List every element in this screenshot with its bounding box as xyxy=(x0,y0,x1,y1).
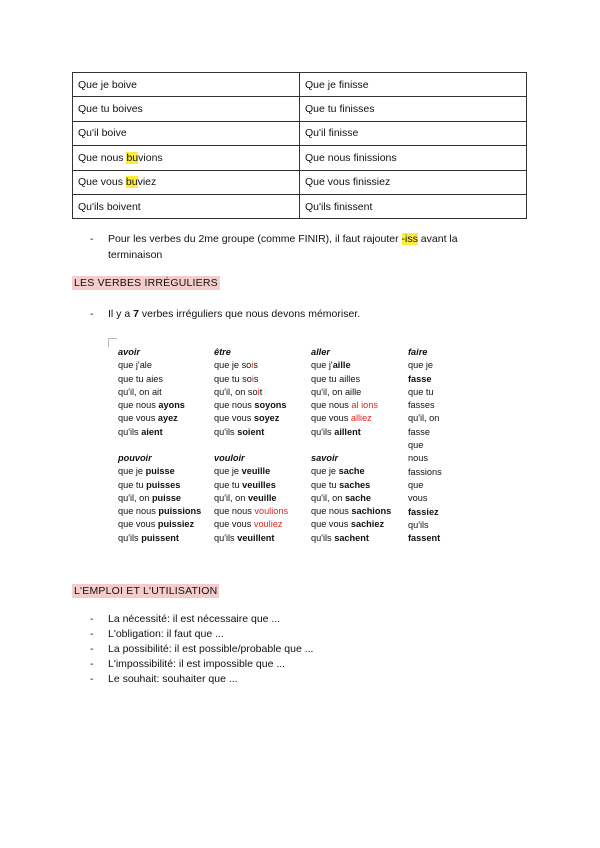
conj-line: que tu puisses xyxy=(118,479,181,490)
conj-line: que je veuille xyxy=(214,466,271,477)
highlighted-stem: bu xyxy=(126,151,139,164)
table-cell: Qu'il boive xyxy=(73,121,300,145)
irregular-note-text xyxy=(108,307,360,322)
verb-title: pouvoir xyxy=(118,453,152,463)
conj-line: que vous alliez xyxy=(311,413,372,424)
conj-line: que vous soyez xyxy=(214,413,280,424)
conj-line: que vous puissiez xyxy=(118,519,195,530)
conj-line: que tu aies xyxy=(118,373,163,384)
conj-line: que nous fassions xyxy=(408,440,442,477)
conj-line: que je puisse xyxy=(118,466,175,477)
verb-vouloir xyxy=(214,452,288,545)
image-corner-mark xyxy=(108,338,117,347)
cell-text: viez xyxy=(137,176,157,189)
note-text: Il y a xyxy=(108,308,134,320)
conj-line: qu'ils aient xyxy=(118,426,163,437)
bullet-dash: - xyxy=(90,308,94,320)
bullet-dash: - xyxy=(90,628,94,640)
conj-line: que vous fassiez xyxy=(408,479,439,517)
note-text: Pour les verbes du 2me groupe (comme FINIR), il faut rajouter xyxy=(108,233,402,245)
conj-line: que tu ailles xyxy=(311,373,361,384)
verb-title: aller xyxy=(311,347,330,357)
verb-pouvoir xyxy=(118,452,201,545)
conj-line: qu'ils soient xyxy=(214,426,265,437)
table-cell: Qu'il finisse xyxy=(300,121,527,145)
list-item-text: L'obligation: il faut que ... xyxy=(108,628,224,640)
table-cell: Que vous finissiez xyxy=(300,170,527,194)
list-item-text: Le souhait: souhaiter que ... xyxy=(108,673,238,685)
conj-line: qu'il, on veuille xyxy=(214,492,277,503)
table-cell: Qu'ils finissent xyxy=(300,194,527,218)
conj-line: qu'il, on ait xyxy=(118,386,162,397)
verb-savoir xyxy=(311,452,391,545)
conj-line: qu'il, on soit xyxy=(214,386,263,397)
verb-faire xyxy=(408,346,442,545)
cell-text: vions xyxy=(138,151,163,164)
table-cell: Que je boive xyxy=(73,73,300,97)
section-heading-irregular: LES VERBES IRRÉGULIERS xyxy=(74,277,218,289)
conj-line: qu'il, on sache xyxy=(311,492,371,503)
verb-etre xyxy=(214,346,287,439)
conj-line: qu'ils puissent xyxy=(118,532,179,543)
conj-line: qu'il, on aille xyxy=(311,386,362,397)
conj-line: que vous ayez xyxy=(118,413,178,424)
conj-line: que vous vouliez xyxy=(214,519,283,530)
table-cell: Que nous finissions xyxy=(300,146,527,170)
verb-title: vouloir xyxy=(214,453,245,463)
list-item-text: La possibilité: il est possible/probable que ... xyxy=(108,643,314,655)
conj-line: que tu sois xyxy=(214,373,259,384)
verb-aller xyxy=(311,346,378,439)
conj-line: que nous voulions xyxy=(214,506,289,517)
conj-line: que tu fasses xyxy=(408,386,435,411)
note-text: verbes irréguliers que nous devons mémoriser. xyxy=(138,308,361,320)
table-cell: Qu'ils boivent xyxy=(73,194,300,218)
conj-line: qu'ils fassent xyxy=(408,519,441,544)
table-row xyxy=(73,121,527,145)
list-item-text: La nécessité: il est nécessaire que ... xyxy=(108,613,281,625)
table-cell: Que tu finisses xyxy=(300,97,527,121)
conj-line: que j'ale xyxy=(118,360,152,371)
conj-line: que vous sachiez xyxy=(311,519,385,530)
conj-line: qu'il, on fasse xyxy=(408,413,440,437)
conj-line: qu'ils aillent xyxy=(311,426,361,437)
conj-line: qu'ils veuillent xyxy=(214,532,275,543)
verb-title: avoir xyxy=(118,347,140,357)
irregular-verbs-image xyxy=(108,338,442,544)
bullet-dash: - xyxy=(90,643,94,655)
table-cell: Que je finisse xyxy=(300,73,527,97)
verb-count: 7 xyxy=(133,308,139,320)
note-line-1 xyxy=(108,232,458,247)
bullet-dash: - xyxy=(90,673,94,685)
conj-line: que nous soyons xyxy=(214,400,287,411)
conj-line: que nous sachions xyxy=(311,506,392,517)
section-heading-uses: L'EMPLOI ET L'UTILISATION xyxy=(74,585,218,597)
verb-title: savoir xyxy=(311,453,339,463)
cell-text: Que nous xyxy=(78,151,127,164)
highlighted-stem: bu xyxy=(125,176,138,189)
conj-line: qu'il, on puisse xyxy=(118,492,182,503)
note-text: avant la xyxy=(417,233,458,245)
conj-line: que nous ayons xyxy=(118,400,185,411)
table-row xyxy=(73,146,527,170)
highlighted-suffix: -iss xyxy=(401,233,418,245)
conj-line: que j'aille xyxy=(311,360,351,371)
table-cell xyxy=(73,146,300,170)
table-row xyxy=(73,170,527,194)
table-cell xyxy=(73,170,300,194)
cell-text: Que vous xyxy=(78,176,126,189)
bullet-dash: - xyxy=(90,233,94,245)
conj-line: que nous al ions xyxy=(311,400,378,411)
bullet-dash: - xyxy=(90,613,94,625)
conj-line: que tu veuilles xyxy=(214,479,276,490)
conj-line: qu'ils sachent xyxy=(311,532,369,543)
conjugation-table xyxy=(72,72,527,219)
table-row xyxy=(73,194,527,218)
table-row xyxy=(73,73,527,97)
table-row xyxy=(73,97,527,121)
conj-line: que tu saches xyxy=(311,479,371,490)
verb-avoir xyxy=(118,346,185,439)
conj-line: que je fasse xyxy=(408,360,434,384)
bullet-dash: - xyxy=(90,658,94,670)
note-line-2: terminaison xyxy=(108,249,163,261)
conj-line: que je sache xyxy=(311,466,365,477)
conj-line: que je sois xyxy=(214,360,258,371)
table-cell: Que tu boives xyxy=(73,97,300,121)
list-item-text: L'impossibilité: il est impossible que ... xyxy=(108,658,286,670)
verb-title: faire xyxy=(408,347,428,357)
verb-title: être xyxy=(214,347,231,357)
conj-line: que nous puissions xyxy=(118,506,202,517)
